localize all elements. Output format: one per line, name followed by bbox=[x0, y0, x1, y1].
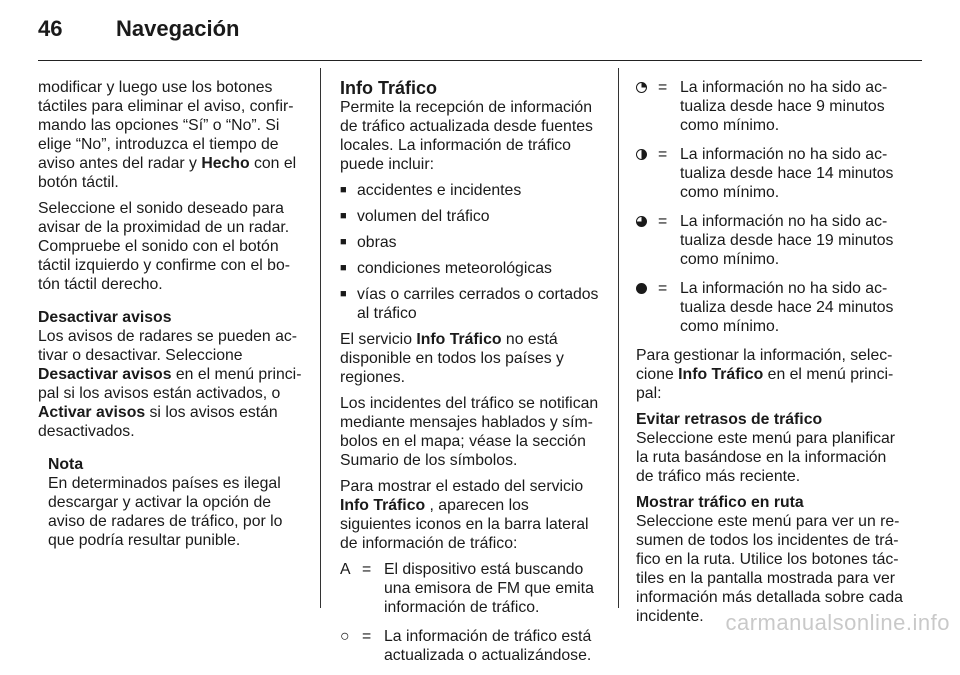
legend-text: La información no ha sido actualiza desde hace 24 minutos como mínimo. bbox=[680, 280, 894, 335]
paragraph: Los incidentes del tráfico se notifican mediante mensajes hablados y símbolos en el mapa; véase la sección Sumario de los símbolos. bbox=[340, 395, 599, 469]
subheading-desactivar-avisos: Desactivar avisos bbox=[38, 309, 172, 326]
page-header bbox=[38, 16, 240, 52]
paragraph: modificar y luego use los botones táctiles para eliminar el aviso, confirmando las opciones “Sí” o “No”. Si elige “No”, introduzca el tiempo de aviso antes del radar y Hecho con el botón táctil. bbox=[38, 79, 297, 191]
list-item: ■ accidentes e incidentes bbox=[340, 181, 602, 200]
legend-symbol-a: A bbox=[340, 561, 351, 578]
legend-row bbox=[636, 78, 904, 135]
legend-text: La información de tráfico está actualizada o actualizándose. bbox=[384, 628, 592, 664]
bullet-list bbox=[340, 181, 602, 323]
note-title: Nota bbox=[48, 456, 84, 473]
quarter-filled-circle-icon bbox=[636, 82, 647, 93]
legend-text: El dispositivo está buscando una emisora de FM que emita información de tráfico. bbox=[384, 561, 594, 616]
header-rule bbox=[38, 60, 922, 61]
equals-sign: = bbox=[362, 628, 372, 645]
list-item: ■ vías o carriles cerrados o cortados al tráfico bbox=[340, 285, 602, 323]
note-text: En determinados países es ilegal descargar y activar la opción de aviso de radares de tráfico, por lo que podría resultar punible. bbox=[48, 475, 283, 549]
subheading-evitar-retrasos: Evitar retrasos de tráfico bbox=[636, 411, 823, 428]
paragraph: Permite la recepción de información de tráfico actualizada desde fuentes locales. La información de tráfico puede incluir: bbox=[340, 99, 593, 173]
list-item: ■ volumen del tráfico bbox=[340, 207, 602, 226]
legend-row bbox=[340, 560, 602, 617]
empty-circle-icon: ○ bbox=[340, 628, 350, 645]
page-number: 46 bbox=[38, 16, 63, 41]
legend-row bbox=[636, 212, 904, 269]
subheading-mostrar-trafico: Mostrar tráfico en ruta bbox=[636, 494, 804, 511]
list-item: ■ obras bbox=[340, 233, 602, 252]
legend-row bbox=[636, 279, 904, 336]
half-filled-circle-icon bbox=[636, 149, 647, 160]
paragraph: El servicio Info Tráfico no está disponible en todos los países y regiones. bbox=[340, 331, 564, 386]
three-quarter-filled-circle-icon bbox=[636, 216, 647, 227]
legend-row bbox=[636, 145, 904, 202]
column-divider-2 bbox=[618, 68, 619, 608]
paragraph: Para gestionar la información, seleccione Info Tráfico en el menú principal: bbox=[636, 347, 894, 402]
equals-sign: = bbox=[658, 146, 668, 163]
paragraph: Los avisos de radares se pueden activar o desactivar. Seleccione Desactivar avisos en el menú principal si los avisos están activados, o Activar avisos si los avisos están desactivados. bbox=[38, 328, 302, 440]
column-1 bbox=[38, 78, 302, 557]
watermark: carmanualsonline.info bbox=[725, 610, 950, 635]
legend-text: La información no ha sido actualiza desde hace 9 minutos como mínimo. bbox=[680, 79, 888, 134]
paragraph: Seleccione el sonido deseado para avisar de la proximidad de un radar. Compruebe el sonido con el botón táctil izquierdo y confirme con el botón táctil derecho. bbox=[38, 200, 290, 293]
page-title: Navegación bbox=[116, 16, 240, 41]
note-box bbox=[48, 455, 302, 550]
section-title-info-trafico: Info Tráfico bbox=[340, 78, 438, 98]
equals-sign: = bbox=[658, 213, 668, 230]
equals-sign: = bbox=[658, 79, 668, 96]
paragraph: Seleccione este menú para planificar la ruta basándose en la información de tráfico más reciente. bbox=[636, 430, 896, 485]
legend-row bbox=[340, 627, 602, 665]
list-item: ■ condiciones meteorológicas bbox=[340, 259, 602, 278]
paragraph: Para mostrar el estado del servicio Info Tráfico , aparecen los siguientes iconos en la barra lateral de información de tráfico: bbox=[340, 478, 589, 552]
equals-sign: = bbox=[362, 561, 372, 578]
filled-circle-icon bbox=[636, 283, 647, 294]
legend-text: La información no ha sido actualiza desde hace 19 minutos como mínimo. bbox=[680, 213, 894, 268]
column-divider-1 bbox=[320, 68, 321, 608]
column-3 bbox=[636, 78, 904, 633]
legend-text: La información no ha sido actualiza desde hace 14 minutos como mínimo. bbox=[680, 146, 894, 201]
equals-sign: = bbox=[658, 280, 668, 297]
column-2 bbox=[340, 78, 602, 675]
paragraph: Seleccione este menú para ver un resumen de todos los incidentes de tráfico en la ruta. Utilice los botones táctiles en la pantalla mostrada para ver información más detallada sobre cada incidente. bbox=[636, 513, 903, 625]
